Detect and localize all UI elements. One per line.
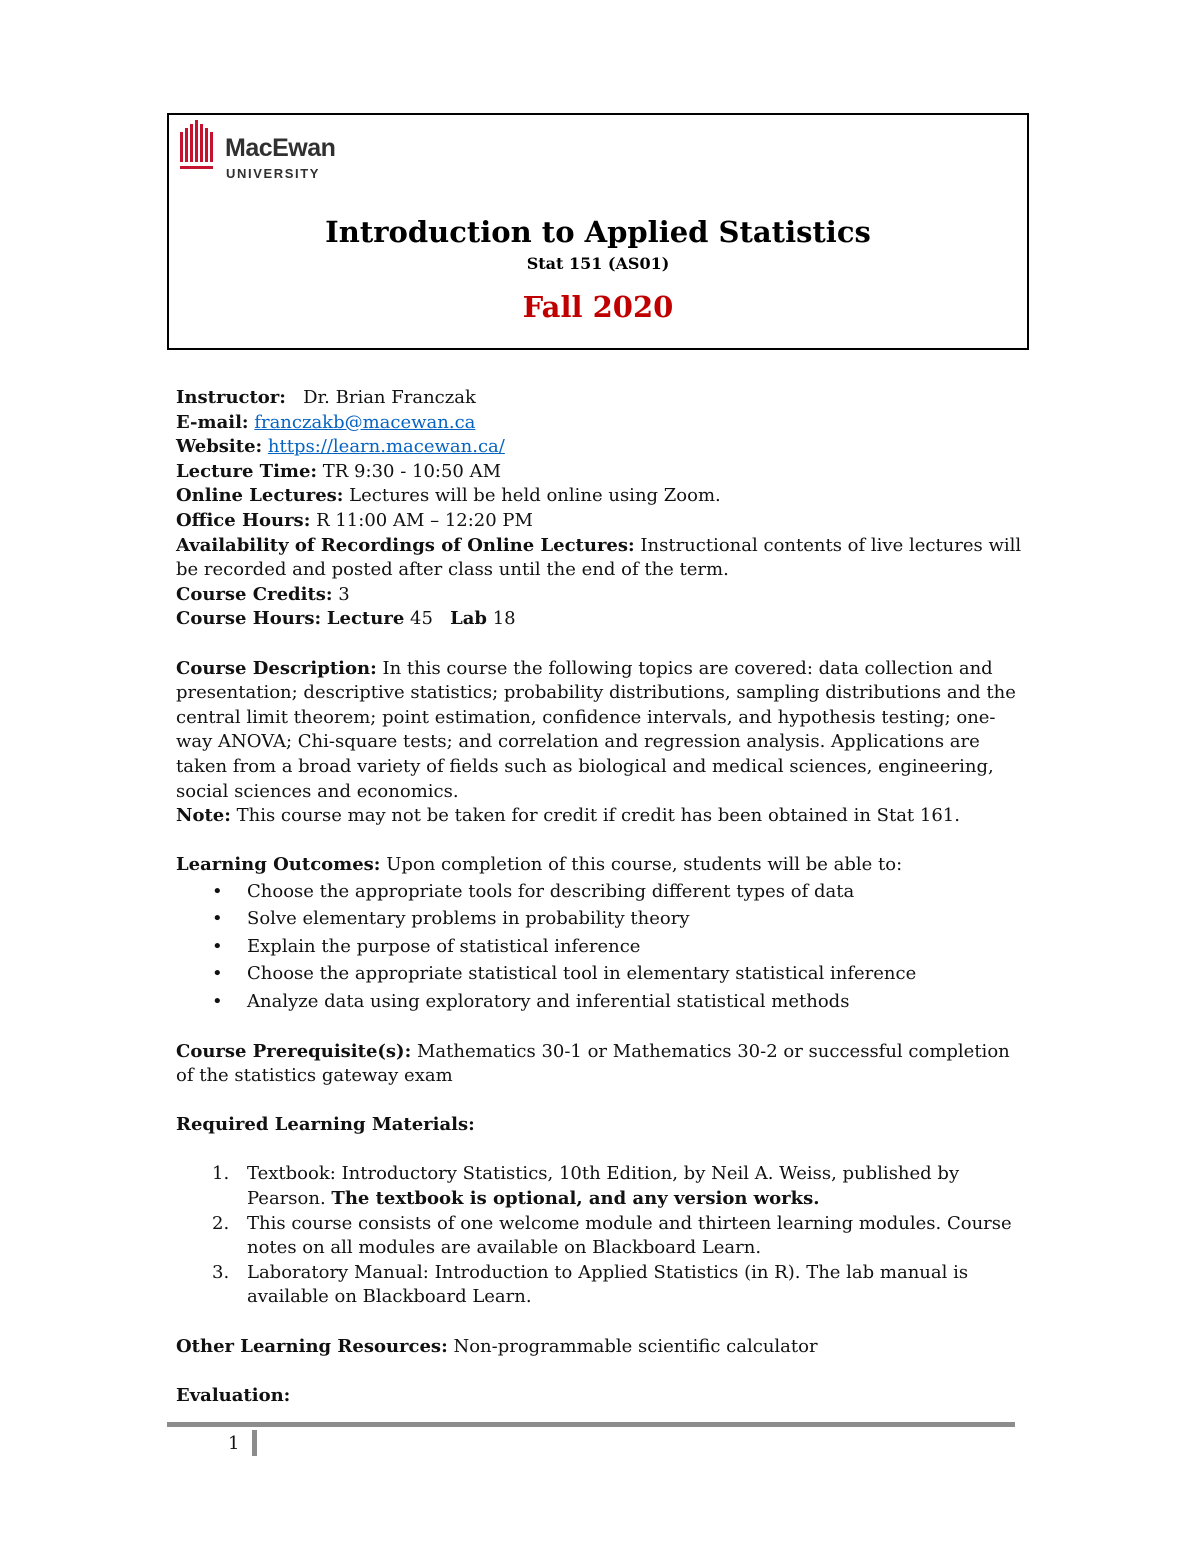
instructor-line bbox=[176, 386, 1026, 411]
university-logo bbox=[180, 120, 380, 190]
note-text: This course may not be taken for credit if credit has been obtained in Stat 161. bbox=[236, 805, 960, 827]
lecture-time-value: TR 9:30 - 10:50 AM bbox=[322, 460, 502, 482]
materials-label: Required Learning Materials: bbox=[176, 1114, 475, 1136]
university-logo-mark bbox=[180, 120, 216, 174]
course-term: Fall 2020 bbox=[522, 290, 674, 324]
lecture-hours-label: Lecture bbox=[326, 608, 405, 630]
office-hours-label: Office Hours: bbox=[176, 509, 311, 531]
online-lectures-value: Lectures will be held online using Zoom. bbox=[349, 485, 721, 507]
recordings-line bbox=[176, 534, 1026, 583]
course-hours-label: Course Hours: bbox=[176, 608, 322, 630]
lab-hours-label: Lab bbox=[450, 608, 487, 630]
email-line bbox=[176, 411, 1026, 436]
description-text: In this course the following topics are covered: data collection and presentation; descriptive statistics; probability distributions, sampling distributions and the central limit theorem; point estimation, confidence intervals, and hypothesis testing; one-way ANOVA; Chi-square tests; and correlation and regression analysis. Applications are taken from a broad variety of fields such as biological and medical sciences, engineering, social sciences and economics. bbox=[176, 657, 1016, 802]
page-number: 1 bbox=[228, 1433, 240, 1454]
logo-wordmark: MacEwan bbox=[225, 134, 336, 162]
list-number: 3. bbox=[212, 1261, 230, 1283]
email-label: E-mail: bbox=[176, 411, 249, 433]
lecture-hours-value: 45 bbox=[410, 608, 433, 630]
required-materials-heading bbox=[176, 1113, 1026, 1138]
lecture-time-line bbox=[176, 460, 1026, 485]
outcomes-label: Learning Outcomes: bbox=[176, 854, 381, 876]
credits-line bbox=[176, 583, 1026, 608]
note-label: Note: bbox=[176, 805, 231, 827]
recordings-value: Instructional contents of live lectures will be recorded and posted after class until the end of the term. bbox=[176, 534, 1022, 581]
prereq-label: Course Prerequisite(s): bbox=[176, 1040, 412, 1062]
website-label: Website: bbox=[176, 436, 263, 458]
list-item: • Choose the appropriate tools for describing different types of data bbox=[176, 878, 1026, 905]
page-number-bar bbox=[252, 1430, 257, 1456]
email-link[interactable]: franczakb@macewan.ca bbox=[254, 411, 476, 433]
course-header-box bbox=[167, 113, 1029, 350]
credits-label: Course Credits: bbox=[176, 583, 333, 605]
outcomes-intro: Upon completion of this course, students will be able to: bbox=[386, 854, 903, 876]
material-bold-text: The textbook is optional, and any version works. bbox=[331, 1188, 820, 1210]
learning-outcomes-heading bbox=[176, 853, 1026, 878]
prereq-text: Mathematics 30-1 or Mathematics 30-2 or successful completion of the statistics gateway exam bbox=[176, 1040, 1010, 1087]
material-text: Textbook: Introductory Statistics, 10th Edition, by Neil A. Weiss, published by Pearson. bbox=[247, 1163, 960, 1210]
evaluation-heading bbox=[176, 1384, 1026, 1409]
list-item bbox=[176, 1261, 1026, 1310]
list-number: 2. bbox=[212, 1212, 230, 1234]
list-item: • Solve elementary problems in probability theory bbox=[176, 905, 1026, 932]
online-lectures-label: Online Lectures: bbox=[176, 485, 344, 507]
other-resources bbox=[176, 1335, 1026, 1360]
logo-subtitle: UNIVERSITY bbox=[226, 166, 321, 181]
material-text: This course consists of one welcome module and thirteen learning modules. Course notes on all modules are available on Blackboard Learn. bbox=[247, 1212, 1012, 1259]
list-item bbox=[176, 1212, 1026, 1261]
course-code: Stat 151 (AS01) bbox=[526, 254, 670, 273]
description-label: Course Description: bbox=[176, 657, 377, 679]
other-text: Non-programmable scientific calculator bbox=[453, 1335, 818, 1357]
material-text: Laboratory Manual: Introduction to Applied Statistics (in R). The lab manual is available on Blackboard Learn. bbox=[247, 1261, 969, 1308]
learning-outcomes-list bbox=[176, 878, 1026, 1015]
list-item: • Analyze data using exploratory and inferential statistical methods bbox=[176, 988, 1026, 1015]
website-line bbox=[176, 435, 1026, 460]
lab-hours-value: 18 bbox=[492, 608, 516, 630]
evaluation-label: Evaluation: bbox=[176, 1384, 291, 1406]
prerequisites bbox=[176, 1040, 1026, 1089]
office-hours-line bbox=[176, 509, 1026, 534]
online-lectures-line bbox=[176, 484, 1026, 509]
recordings-label: Availability of Recordings of Online Lectures: bbox=[176, 534, 635, 556]
syllabus-content bbox=[176, 386, 1026, 1408]
list-number: 1. bbox=[212, 1163, 230, 1185]
instructor-label: Instructor: bbox=[176, 387, 286, 408]
list-item bbox=[176, 1162, 1026, 1211]
lecture-time-label: Lecture Time: bbox=[176, 460, 318, 482]
office-hours-value: R 11:00 AM – 12:20 PM bbox=[316, 509, 533, 531]
other-label: Other Learning Resources: bbox=[176, 1335, 448, 1357]
credits-value: 3 bbox=[338, 583, 350, 605]
list-item: • Choose the appropriate statistical tool in elementary statistical inference bbox=[176, 960, 1026, 987]
course-hours-line bbox=[176, 607, 1026, 632]
footer-rule bbox=[167, 1422, 1015, 1427]
instructor-value: Dr. Brian Franczak bbox=[303, 387, 476, 408]
course-title: Introduction to Applied Statistics bbox=[325, 215, 871, 249]
list-item: • Explain the purpose of statistical inference bbox=[176, 933, 1026, 960]
required-materials-list bbox=[176, 1162, 1026, 1310]
course-note bbox=[176, 804, 1026, 829]
course-description bbox=[176, 657, 1026, 805]
website-link[interactable]: https://learn.macewan.ca/ bbox=[267, 436, 505, 458]
